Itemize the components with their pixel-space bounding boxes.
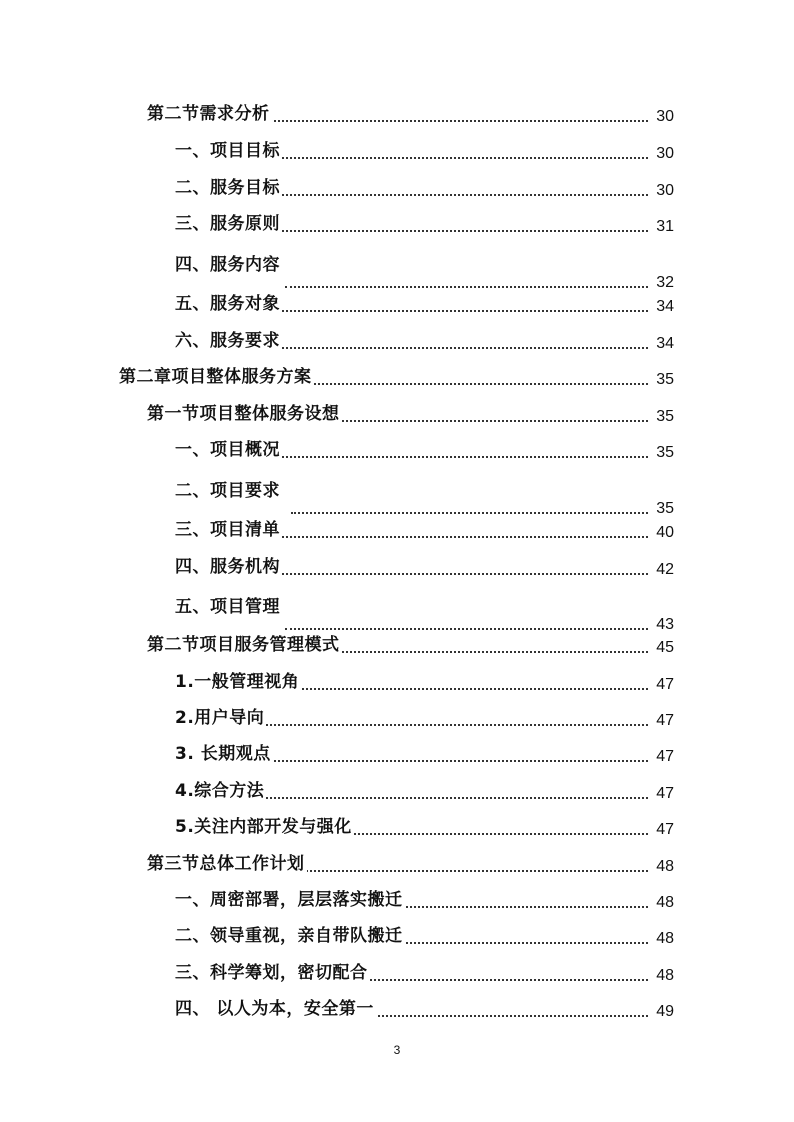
toc-entry[interactable] bbox=[175, 250, 674, 294]
toc-entry[interactable] bbox=[147, 852, 674, 878]
toc-entry-page: 34 bbox=[656, 335, 674, 352]
toc-entry-page: 34 bbox=[656, 298, 674, 315]
toc-entry-label: 一、周密部署，层层落实搬迁 bbox=[175, 885, 405, 910]
toc-entry[interactable] bbox=[175, 888, 674, 914]
toc-entry-label: 五、服务对象 bbox=[175, 289, 282, 314]
toc-entry-page: 31 bbox=[656, 218, 674, 235]
toc-entry-label: 第三节总体工作计划 bbox=[147, 849, 307, 874]
toc-entry-page: 35 bbox=[656, 371, 674, 388]
toc-entry-page: 30 bbox=[656, 182, 674, 199]
toc-entry[interactable] bbox=[175, 924, 674, 950]
toc-entry-label: 一、项目目标 bbox=[175, 136, 282, 161]
toc-entry[interactable] bbox=[147, 633, 674, 659]
toc-entry-label: 3. 长期观点 bbox=[175, 739, 273, 764]
toc-entry-page: 40 bbox=[656, 524, 674, 541]
toc-entry-label: 四、服务机构 bbox=[175, 552, 282, 577]
toc-entry-page: 47 bbox=[656, 712, 674, 729]
toc-entry-page: 48 bbox=[656, 967, 674, 984]
toc-entry[interactable] bbox=[175, 706, 674, 732]
toc-entry-label: 二、项目要求 bbox=[175, 476, 282, 501]
toc-entry-page: 47 bbox=[656, 785, 674, 802]
page-number: 3 bbox=[393, 1043, 401, 1057]
toc-entry[interactable] bbox=[175, 815, 674, 841]
toc-entry-label: 5.关注内部开发与强化 bbox=[175, 812, 354, 837]
toc-entry[interactable] bbox=[175, 997, 674, 1023]
toc-entry-label: 第一节项目整体服务设想 bbox=[147, 399, 342, 424]
toc-entry-page: 47 bbox=[656, 748, 674, 765]
toc-entry-label: 2.用户导向 bbox=[175, 703, 266, 728]
toc-entry-label: 二、领导重视，亲自带队搬迁 bbox=[175, 921, 405, 946]
toc-entry[interactable] bbox=[175, 518, 674, 544]
toc-entry-page: 48 bbox=[656, 858, 674, 875]
toc-entry-page: 43 bbox=[656, 616, 674, 633]
toc-entry[interactable] bbox=[175, 176, 674, 202]
toc-entry-label: 一、项目概况 bbox=[175, 435, 282, 460]
toc-entry-label: 4.综合方法 bbox=[175, 776, 266, 801]
toc-entry-page: 30 bbox=[656, 108, 674, 125]
toc-entry[interactable] bbox=[147, 402, 674, 428]
toc-entry-label: 二、服务目标 bbox=[175, 173, 282, 198]
toc-entry-page: 48 bbox=[656, 894, 674, 911]
toc-entry-page: 48 bbox=[656, 930, 674, 947]
toc-entry-label: 第二章项目整体服务方案 bbox=[119, 362, 314, 387]
toc-entry-label: 四、服务内容 bbox=[175, 250, 282, 275]
toc-entry[interactable] bbox=[175, 139, 674, 165]
toc-entry-page: 35 bbox=[656, 444, 674, 461]
toc-entry[interactable] bbox=[175, 742, 674, 768]
dot-leader bbox=[285, 286, 648, 288]
toc-entry-page: 49 bbox=[656, 1003, 674, 1020]
toc-entry-page: 47 bbox=[656, 676, 674, 693]
toc-entry-label: 四、 以人为本，安全第一 bbox=[175, 994, 376, 1019]
toc-entry-label: 1.一般管理视角 bbox=[175, 667, 301, 692]
toc-entry[interactable] bbox=[147, 102, 674, 128]
toc-entry-label: 三、服务原则 bbox=[175, 209, 282, 234]
toc-entry-label: 三、项目清单 bbox=[175, 515, 282, 540]
toc-entry-page: 47 bbox=[656, 821, 674, 838]
toc-entry-page: 42 bbox=[656, 561, 674, 578]
toc-entry-label: 第二节项目服务管理模式 bbox=[147, 630, 342, 655]
toc-entry[interactable] bbox=[175, 779, 674, 805]
toc-entry-label: 三、科学筹划，密切配合 bbox=[175, 958, 370, 983]
toc-entry-page: 32 bbox=[656, 274, 674, 291]
toc-entry[interactable] bbox=[175, 292, 674, 318]
toc-entry[interactable] bbox=[175, 329, 674, 355]
toc-entry-page: 45 bbox=[656, 639, 674, 656]
toc-entry-page: 35 bbox=[656, 408, 674, 425]
toc-entry[interactable] bbox=[175, 555, 674, 581]
toc-entry-label: 五、项目管理 bbox=[175, 592, 282, 617]
toc-entry-page: 30 bbox=[656, 145, 674, 162]
toc-entry[interactable] bbox=[175, 476, 674, 520]
toc-entry[interactable] bbox=[175, 961, 674, 987]
toc-entry-label: 六、服务要求 bbox=[175, 326, 282, 351]
toc-entry[interactable] bbox=[175, 212, 674, 238]
toc-entry[interactable] bbox=[119, 365, 674, 391]
toc-entry-label: 第二节需求分析 bbox=[147, 99, 272, 124]
toc-entry-page: 35 bbox=[656, 500, 674, 517]
dot-leader bbox=[291, 512, 648, 514]
toc-entry[interactable] bbox=[175, 438, 674, 464]
toc-entry[interactable] bbox=[175, 670, 674, 696]
